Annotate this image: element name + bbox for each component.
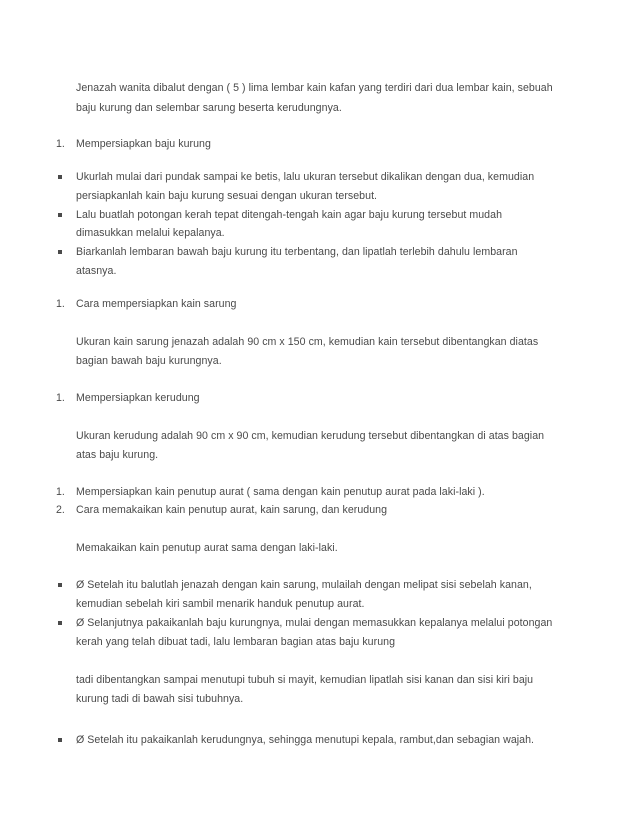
- intro-line-2: baju kurung dan selembar sarung beserta kerudungnya.: [76, 102, 342, 114]
- bullet-text: Ø Setelah itu pakaikanlah kerudungnya, sehingga menutupi kepala, rambut,dan sebagian wajah.: [76, 734, 535, 746]
- paragraph-line: Ukuran kerudung adalah 90 cm x 90 cm, kemudian kerudung tersebut dibentangkan di atas bagian: [76, 430, 545, 442]
- bullet-marker: [58, 738, 62, 742]
- bullet-marker: [58, 175, 62, 179]
- list-number: 1.: [56, 298, 65, 310]
- paragraph-line: Ukuran kain sarung jenazah adalah 90 cm x 150 cm, kemudian kain tersebut dibentangkan diatas: [76, 336, 539, 348]
- bullet-text-cont: persiapkanlah kain baju kurung sesuai dengan ukuran tersebut.: [76, 190, 378, 202]
- section-title: Mempersiapkan kerudung: [76, 392, 200, 404]
- paragraph-line: atas baju kurung.: [76, 449, 159, 461]
- section-title: Cara mempersiapkan kain sarung: [76, 298, 237, 310]
- bullet-text: Ø Setelah itu balutlah jenazah dengan kain sarung, mulailah dengan melipat sisi sebelah kanan,: [76, 579, 532, 591]
- list-number: 1.: [56, 138, 65, 150]
- bullet-marker: [58, 213, 62, 217]
- section-title: Mempersiapkan kain penutup aurat ( sama dengan kain penutup aurat pada laki-laki ).: [76, 486, 485, 498]
- bullet-text: Ø Selanjutnya pakaikanlah baju kurungnya, mulai dengan memasukkan kepalanya melalui potongan: [76, 617, 553, 629]
- paragraph-line: bagian bawah baju kurungnya.: [76, 355, 222, 367]
- list-number: 1.: [56, 486, 65, 498]
- bullet-text-cont: kemudian sebelah kiri sambil menarik handuk penutup aurat.: [76, 598, 365, 610]
- bullet-text-cont: atasnya.: [76, 265, 117, 277]
- paragraph-line: kurung tadi di bawah sisi tubuhnya.: [76, 693, 244, 705]
- bullet-marker: [58, 583, 62, 587]
- paragraph-line: tadi dibentangkan sampai menutupi tubuh si mayit, kemudian lipatlah sisi kanan dan sisi kiri baju: [76, 674, 534, 686]
- section-title: Cara memakaikan kain penutup aurat, kain sarung, dan kerudung: [76, 504, 388, 516]
- bullet-marker: [58, 621, 62, 625]
- bullet-text-cont: kerah yang telah dibuat tadi, lalu lembaran bagian atas baju kurung: [76, 636, 396, 648]
- list-number: 1.: [56, 392, 65, 404]
- list-number: 2.: [56, 504, 65, 516]
- intro-line-1: Jenazah wanita dibalut dengan ( 5 ) lima lembar kain kafan yang terdiri dari dua lembar kain, sebuah: [76, 82, 553, 94]
- bullet-text-cont: dimasukkan melalui kepalanya.: [76, 227, 225, 239]
- bullet-text: Lalu buatlah potongan kerah tepat ditengah-tengah kain agar baju kurung tersebut mudah: [76, 209, 503, 221]
- section-title: Mempersiapkan baju kurung: [76, 138, 211, 150]
- paragraph-line: Memakaikan kain penutup aurat sama dengan laki-laki.: [76, 542, 338, 554]
- bullet-marker: [58, 250, 62, 254]
- bullet-text: Biarkanlah lembaran bawah baju kurung itu terbentang, dan lipatlah terlebih dahulu lembaran: [76, 246, 518, 258]
- bullet-text: Ukurlah mulai dari pundak sampai ke betis, lalu ukuran tersebut dikalikan dengan dua, kemudian: [76, 171, 535, 183]
